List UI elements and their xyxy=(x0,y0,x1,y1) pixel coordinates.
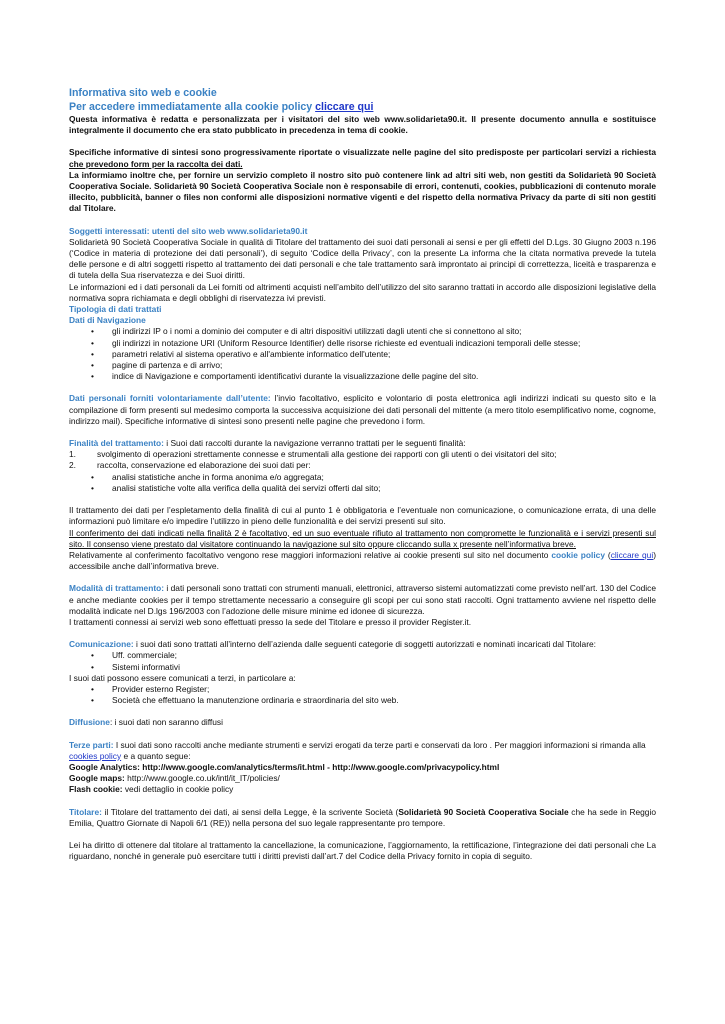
finalita-cookie-paragraph: Relativamente al conferimento facoltativo vengono rese maggiori informazioni relative ai cookie presenti sul sito nel documento cookie policy (cliccare qui) accessibile anche dall’informativa breve. xyxy=(69,549,656,572)
comunicazione-list xyxy=(69,650,656,672)
intro-forms-paragraph: Specifiche informative di sintesi sono progressivamente riportate o visualizzate nelle pagine del sito predisposte per particolari servizi a richiesta che prevedono form per la raccolta dei dati. xyxy=(69,147,656,169)
page-title: Informativa sito web e cookie xyxy=(69,87,217,99)
volontari-paragraph: Dati personali forniti volontariamente dall’utente: l’invio facoltativo, esplicito e volontario di posta elettronica agli indirizzi indicati su questo sito e la compilazione di form presenti sul medesimo comporta la successiva acquisizione dei dati personali del mittente (a mero titolo esemplificativo nome, cognome, indirizzo mail). Specifiche informative di sintesi sono presenti nelle pagine che prevedono i form. xyxy=(69,393,656,426)
list-item: • gli indirizzi IP o i nomi a dominio dei computer e di altri dispositivi utilizzati dagli utenti che si connettono al sito; xyxy=(69,326,656,337)
comunicazione-terzi-list xyxy=(69,684,656,706)
finalita-sub-list xyxy=(69,472,656,494)
finalita-obbligatoria-paragraph: Il trattamento dei dati per l’espletamento della finalità di cui al punto 1 è obbligatoria e l’eventuale non comunicazione, o comunicazione errata, di una delle informazioni può limitare e/o impedire l’utilizzo in pieno delle funzionalità e dei servizi presenti sul sito. xyxy=(69,505,656,527)
diritti-paragraph: Lei ha diritto di ottenere dal titolare al trattamento la cancellazione, la comunicazione, l’aggiornamento, la rettificazione, l’integrazione dei dati personali che La riguardano, nonché in generale può esercitare tutti i diritti previsti dall’art.7 del Codice della Privacy fornito in copia di seguito. xyxy=(69,839,656,862)
list-item: • Società che effettuano la manutenzione ordinaria e straordinaria del sito web. xyxy=(69,695,656,706)
modalita-paragraph: Modalità di trattamento: i dati personali sono trattati con strumenti manuali, elettronici, attraverso sistemi automatizzati come previsto nell’art. 130 del Codice e anche mediante cookies per il tempo strettamente necessario a conseguire gli scopi per cui sono stati raccolti. Ogni trattamento avviene nel rispetto delle modalità indicate nel D.lgs 196/2003 con l’adozione delle misure minime ed idonee di sicurezza. xyxy=(69,583,656,616)
list-item: • Provider esterno Register; xyxy=(69,684,656,695)
navigazione-heading: Dati di Navigazione xyxy=(69,315,146,326)
comunicazione-paragraph: Comunicazione: i suoi dati sono trattati all’interno dell’azienda dalle seguenti categorie di soggetti autorizzati e nominati incaricati dal Titolare: xyxy=(69,639,596,650)
list-item: • Sistemi informativi xyxy=(69,662,656,673)
modalita-paragraph-2: I trattamenti connessi ai servizi web sono effettuati presso la sede del Titolare e presso il provider Register.it. xyxy=(69,616,472,627)
cookie-policy-link[interactable]: cliccare qui xyxy=(315,101,374,113)
soggetti-paragraph: Solidarietà 90 Società Cooperativa Sociale in qualità di Titolare del trattamento dei suoi dati personali ai sensi e per gli effetti del D.Lgs. 30 Giugno 2003 n.196 (‘Codice in materia di protezione dei dati personali’), di seguito ‘Codice della Privacy’, con la presente La informa che la citata normativa prevede la tutela delle persone e di altri soggetti rispetto al trattamento dei dati personali e che tale trattamento sarà improntato ai principi di correttezza, liceità e trasparenza e di tutela della Sua riservatezza e dei Suoi diritti. xyxy=(69,236,656,281)
list-item: • Uff. commerciale; xyxy=(69,650,656,661)
list-item: • parametri relativi al sistema operativo e all'ambiente informatico dell'utente; xyxy=(69,349,656,360)
cookies-policy-link[interactable]: cookies policy xyxy=(69,750,122,761)
cliccare-qui-link[interactable]: cliccare qui xyxy=(610,549,654,560)
intro-paragraph: Questa informativa è redatta e personalizzata per i visitatori del sito web www.solidarieta90.it. Il presente documento annulla e sostituisce integralmente il documento che era stato pubblicato in precedenza in tema di cookie. xyxy=(69,114,656,136)
terze-parti-paragraph: Terze parti: I suoi dati sono raccolti anche mediante strumenti e servizi erogati da terze parti e conservati da loro . Per maggiori informazioni si rimanda alla cookies policy e a quanto segue: xyxy=(69,739,646,761)
finalita-paragraph: Finalità del trattamento: i Suoi dati raccolti durante la navigazione verranno trattati per le seguenti finalità: xyxy=(69,438,466,449)
titolare-paragraph: Titolare: il Titolare del trattamento dei dati, ai sensi della Legge, è la scrivente Società (Solidarietà 90 Società Cooperativa Sociale che ha sede in Reggio Emilia, Quattro Giornate di Napoli 6/1 (RE)) nella persona del suo legale rappresentante pro tempore. xyxy=(69,806,656,828)
list-item: • analisi statistiche anche in forma anonima e/o aggregata; xyxy=(69,472,656,483)
soggetti-heading: Soggetti interessati: utenti del sito web www.solidarieta90.it xyxy=(69,225,308,236)
soggetti-paragraph-2: Le informazioni ed i dati personali da Lei forniti od altrimenti acquisti nell’ambito dell’utilizzo del sito saranno trattati in accordo alle disposizioni legislative della normativa sopra richiamata e degli obblighi di riservatezza ivi previsti. xyxy=(69,281,656,303)
diffusione-paragraph: Diffusione: i suoi dati non saranno diffusi xyxy=(69,717,223,728)
comunicazione-terzi-paragraph: I suoi dati possono essere comunicati a terzi, in particolare a: xyxy=(69,672,296,683)
document-page xyxy=(69,86,656,862)
list-item: 1. svolgimento di operazioni strettamente connesse e strumentali alla gestione dei rapporti con gli utenti o dei visitatori del sito; xyxy=(69,449,557,460)
tipologia-heading: Tipologia di dati trattati xyxy=(69,304,162,315)
flash-cookie-line: Flash cookie: vedi dettaglio in cookie policy xyxy=(69,784,234,795)
navigazione-list xyxy=(69,326,656,382)
google-maps-line: Google maps: http://www.google.co.uk/intl/it_IT/policies/ xyxy=(69,773,280,784)
list-item: • indice di Navigazione e comportamenti identificativi durante la visualizzazione delle pagine del sito. xyxy=(69,371,656,382)
finalita-facoltativa-paragraph: Il conferimento dei dati indicati nella finalità 2 è facoltativo, ed un suo eventuale rifiuto al trattamento non compromette le funzionalità e i servizi presenti sul sito. Il consenso viene prestato dal visitatore continuando la navigazione sul sito oppure cliccando sulla x presente nell’informativa breve. xyxy=(69,527,656,549)
intro-links-paragraph: La informiamo inoltre che, per fornire un servizio completo il nostro sito può contenere link ad altri siti web, non gestiti da Solidarietà 90 Società Cooperativa Sociale. Solidarietà 90 Società Cooperativa Sociale non è responsabile di errori, contenuti, cookies, pubblicazioni di contenuto morale illecito, pubblicità, banner o files non conformi alle disposizioni normative vigenti e del rispetto della normativa Privacy da parte di siti non gestiti dal Titolare. xyxy=(69,169,656,214)
list-item: 2. raccolta, conservazione ed elaborazione dei suoi dati per: xyxy=(69,460,311,471)
list-item: • pagine di partenza e di arrivo; xyxy=(69,360,656,371)
list-item: • gli indirizzi in notazione URI (Uniform Resource Identifier) delle risorse richieste ed eventuali indicazioni temporali delle stesse; xyxy=(69,338,656,349)
cookie-policy-heading: Per accedere immediatamente alla cookie policy cliccare qui xyxy=(69,101,374,113)
finalita-list xyxy=(69,449,656,471)
list-item: • analisi statistiche volte alla verifica della qualità dei servizi offerti dal sito; xyxy=(69,483,656,494)
google-analytics-line: Google Analytics: http://www.google.com/analytics/terms/it.html - http://www.google.com/privacypolicy.html xyxy=(69,761,500,772)
